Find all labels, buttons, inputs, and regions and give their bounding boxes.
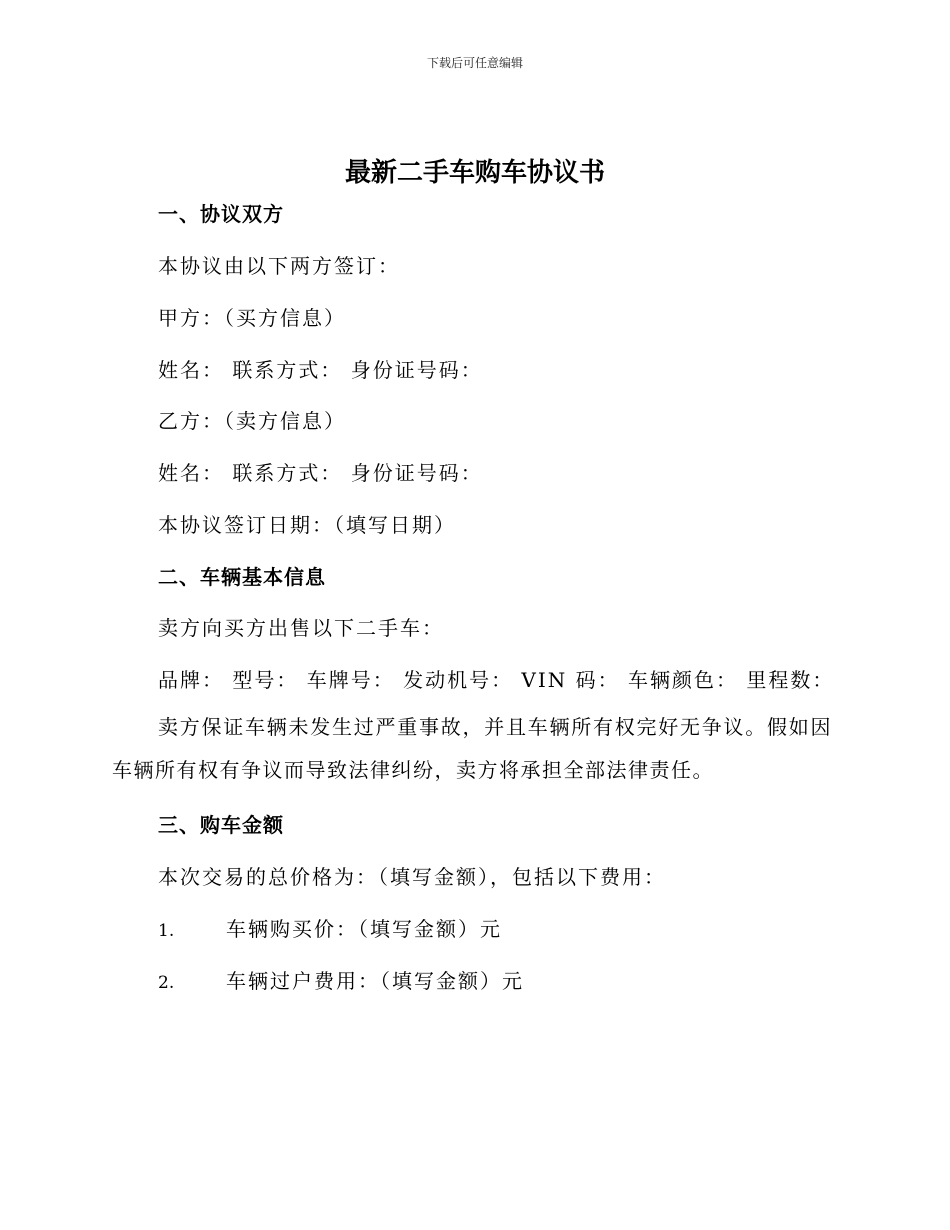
- sign-date-line: 本协议签订日期：（填写日期）: [158, 513, 456, 537]
- list-item: [158, 913, 502, 942]
- party-a-fields: 姓名： 联系方式： 身份证号码：: [158, 358, 483, 382]
- list-item-number: 2.: [158, 973, 175, 993]
- guarantee-paragraph: 卖方保证车辆未发生过严重事故，并且车辆所有权完好无争议。假如因车辆所有权有争议而导致法律纠纷，卖方将承担全部法律责任。: [112, 715, 832, 782]
- party-b-fields: 姓名： 联系方式： 身份证号码：: [158, 461, 483, 485]
- section-3-intro: 本次交易的总价格为：（填写金额），包括以下费用：: [158, 865, 666, 889]
- section-3-heading: 三、购车金额: [158, 813, 284, 837]
- list-item-text: 车辆过户费用：（填写金额）元: [226, 969, 524, 993]
- list-item-number: 1.: [158, 921, 175, 941]
- list-item-text: 车辆购买价：（填写金额）元: [226, 917, 502, 941]
- section-1-heading: 一、协议双方: [158, 202, 284, 226]
- party-a-line: 甲方：（买方信息）: [158, 306, 346, 330]
- document-title: 最新二手车购车协议书: [344, 158, 605, 188]
- list-item: [158, 965, 524, 994]
- vehicle-fields-line: 品牌： 型号： 车牌号： 发动机号： VIN 码： 车辆颜色： 里程数：: [158, 668, 835, 692]
- section-1-intro: 本协议由以下两方签订：: [158, 254, 400, 278]
- header-note: 下载后可任意编辑: [426, 56, 523, 70]
- section-2-heading: 二、车辆基本信息: [158, 565, 326, 589]
- party-b-line: 乙方：（卖方信息）: [158, 409, 346, 433]
- section-2-intro: 卖方向买方出售以下二手车：: [158, 616, 444, 640]
